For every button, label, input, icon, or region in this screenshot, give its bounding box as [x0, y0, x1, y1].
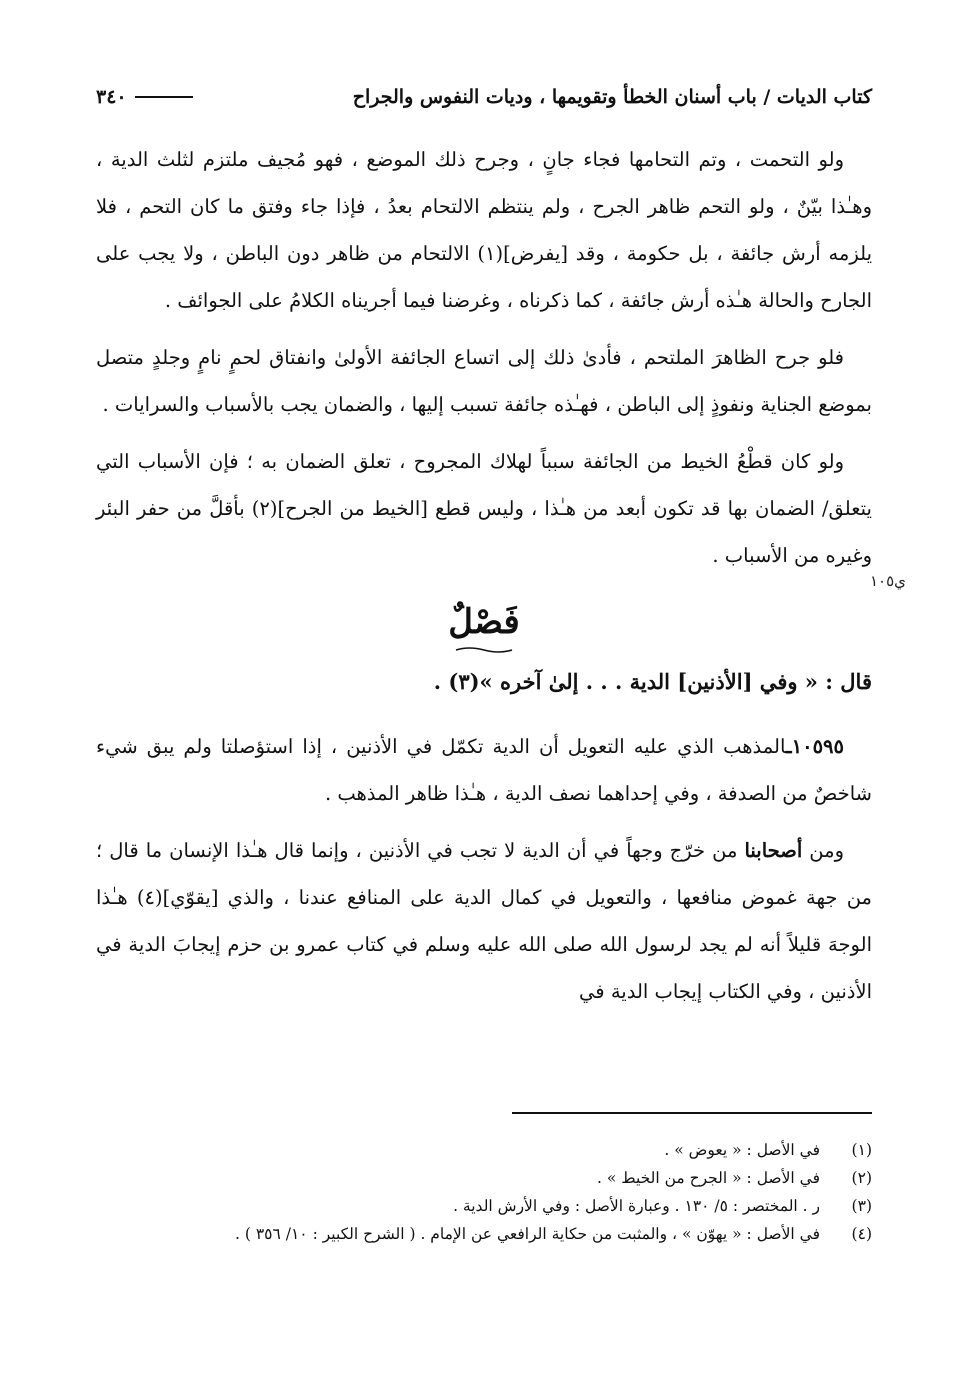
footnotes — [96, 1136, 872, 1248]
running-header — [96, 86, 872, 108]
paragraph-3 — [96, 438, 872, 579]
header-page-number-group — [96, 86, 193, 108]
paragraph-5-pre: ومن — [802, 839, 845, 862]
footnote-2 — [96, 1164, 872, 1192]
issue-number: ١٠٥٩٥ـ — [785, 735, 844, 758]
page-number: ٣٤٠ — [96, 86, 127, 108]
header-title: كتاب الديات / باب أسنان الخطأ وتقويمها ، وديات النفوس والجراح — [352, 86, 872, 108]
footnote-4 — [96, 1220, 872, 1248]
footnote-number: (٤) — [851, 1225, 872, 1243]
section-heading — [96, 597, 872, 654]
paragraph-3-text: ولو كان قطْعُ الخيط من الجائفة سبباً لهلاك المجروح ، تعلق الضمان به ؛ فإن الأسباب التي يتعلق/ الضمان بها قد تكون أبعد من هـٰذا ، وليس قطع [الخيط من الجرح](٢) بأقلَّ من حفر البئر وغيره من الأسباب . — [96, 450, 872, 567]
paragraph-4-text: المذهب الذي عليه التعويل أن الدية تكمّل في الأذنين ، إذا استؤصلتا ولم يبق شيء شاخصٌ من الصدفة ، وفي إحداهما نصف الدية ، هـٰذا ظاهر المذهب . — [96, 735, 872, 805]
footnote-number: (١) — [851, 1141, 872, 1159]
main-text — [96, 136, 872, 1025]
paragraph-5-text: من خرّج وجهاً في أن الدية لا تجب في الأذنين ، وإنما قال هـٰذا الإنسان ما قال ؛ من جهة غموض منافعها ، والتعويل في كمال الدية على المنافع عندنا ، والذي [يقوّي](٤) هـٰذا الوجهَ قليلاً أنه لم يجد لرسول الله صلى الله عليه وسلم في كتاب عمرو بن حزم إيجابَ الدية في الأذنين ، وفي الكتاب إيجاب الدية في — [96, 839, 872, 1003]
footnote-number: (٣) — [851, 1197, 872, 1215]
margin-note: ي١٠٥ — [870, 572, 906, 590]
footnote-3 — [96, 1192, 872, 1220]
paragraph-5-bold: أصحابنا — [744, 839, 803, 862]
qal-line: قال : « وفي [الأذنين] الدية . . . إلىٰ آخره »(٣) . — [433, 669, 872, 694]
header-rule — [135, 96, 193, 98]
fasl-heading: فَصْلٌ — [448, 602, 520, 642]
paragraph-1: ولو التحمت ، وتم التحامها فجاء جانٍ ، وجرح ذلك الموضع ، فهو مُجيف ملتزم لثلث الدية ، وهـٰذا بيّنٌ ، ولو التحم ظاهر الجرح ، ولم ينتظم الالتحام بعدُ ، فإذا جاء وفتق ما كان التحم ، فلا يلزمه أرش جائفة ، بل حكومة ، وقد [يفرض](١) الالتحام من ظاهر دون الباطن ، ولا يجب على الجارح والحالة هـٰذه أرش جائفة ، كما ذكرناه ، وغرضنا فيما أجريناه الكلامُ على الجوائف . — [96, 148, 872, 312]
footnote-1 — [96, 1136, 872, 1164]
footnote-rule — [512, 1112, 872, 1114]
paragraph-5 — [96, 827, 872, 1015]
footnote-text: في الأصل : « الجرح من الخيط » . — [596, 1169, 820, 1187]
paragraph-4 — [96, 723, 872, 817]
footnote-text: ر . المختصر : ٥/ ١٣٠ . وعبارة الأصل : وفي الأرش الدية . — [453, 1197, 820, 1215]
footnote-text: في الأصل : « يعوض » . — [664, 1141, 820, 1159]
footnote-text: في الأصل : « يهوّن » ، والمثبت من حكاية الرافعي عن الإمام . ( الشرح الكبير : ١٠/ ٣٥٦ ) . — [235, 1225, 820, 1243]
footnote-number: (٢) — [851, 1169, 872, 1187]
paragraph-2: فلو جرح الظاهرَ الملتحم ، فأدىٰ ذلك إلى اتساع الجائفة الأولىٰ وانفتاق لحمٍ نامٍ وجلدٍ متصل بموضع الجناية ونفوذٍ إلى الباطن ، فهـٰذه جائفة تسبب إليها ، والضمان يجب بالأسباب والسرايات . — [96, 346, 872, 416]
heading-ornament-icon — [454, 646, 514, 654]
